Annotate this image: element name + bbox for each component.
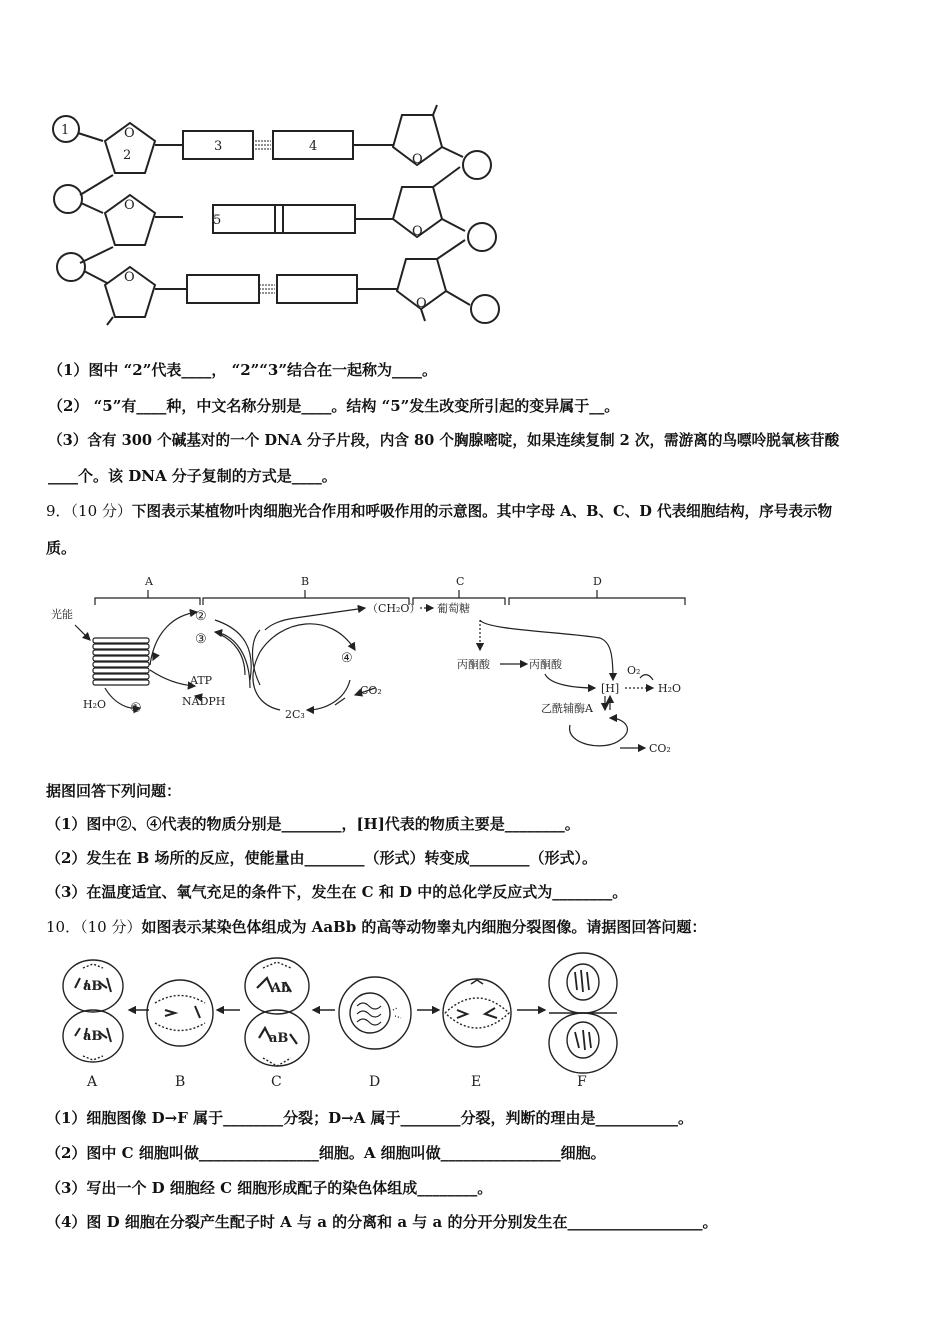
phosphate-circle: [57, 253, 85, 281]
h2o-out-label: H₂O: [658, 682, 682, 695]
label-4: 4: [309, 139, 318, 154]
section-label-a: A: [145, 575, 153, 588]
q8-line-2: （2） “5”有____种，中文名称分别是____。结构 “5”发生改变所引起的变异属于__。: [48, 397, 620, 415]
section-label-d: D: [593, 575, 602, 588]
cell-c: [245, 958, 309, 1066]
sugar-oxygen: O: [416, 296, 427, 311]
cell-label-b: B: [175, 1074, 186, 1090]
substance-2: ②: [195, 609, 207, 624]
glucose-label: 葡萄糖: [437, 602, 470, 615]
cell-label-f: F: [577, 1074, 587, 1090]
q10-line-4: （4）图 D 细胞在分裂产生配子时 A 与 a 的分离和 a 与 a 的分开分别发生在__________________。: [46, 1213, 718, 1231]
q8-line-4: ____个。该 DNA 分子复制的方式是____。: [48, 467, 337, 485]
phosphate-circle: [471, 295, 499, 323]
q8-line-1: （1）图中 “2”代表____， “2”“3”结合在一起称为____。: [48, 361, 437, 379]
cell-label-a: A: [87, 1074, 98, 1090]
q9-prompt: 据图回答下列问题：: [46, 782, 182, 800]
q9-line-1: （1）图中②、④代表的物质分别是________，[H]代表的物质主要是________。: [46, 815, 580, 833]
base-box: [275, 205, 355, 233]
h-label: [H]: [601, 682, 620, 695]
acetyl-coa-label: 乙酰辅酶A: [541, 702, 593, 715]
q9-heading: [46, 501, 832, 522]
base-box: [213, 205, 283, 233]
q9-intro: 下图表示某植物叶肉细胞光合作用和呼吸作用的示意图。其中字母 A、B、C、D 代表细胞结构，序号表示物: [131, 503, 833, 520]
substance-1: ①: [130, 701, 142, 716]
q9-line-2: （2）发生在 B 场所的反应，使能量由________（形式）转变成________（形式）。: [46, 849, 598, 867]
co2-calvin-label: CO₂: [360, 684, 382, 697]
base-box: [187, 275, 259, 303]
o2-label: O₂: [627, 664, 641, 677]
q10-intro: 如图表示某染色体组成为 AaBb 的高等动物睾丸内细胞分裂图像。请据图回答问题：: [141, 918, 707, 936]
co2-out-label: CO₂: [649, 742, 671, 755]
q9-intro-cont: 质。: [46, 539, 77, 557]
sugar-oxygen: O: [124, 198, 135, 213]
q10-number: 10．: [46, 918, 81, 936]
ch2o-label: （CH₂O）: [367, 602, 421, 615]
photosynthesis-respiration-figure: [45, 570, 705, 765]
phosphate-circle: [468, 223, 496, 251]
cell-label-c: C: [271, 1074, 282, 1090]
q10-line-3: （3）写出一个 D 细胞经 C 细胞形成配子的染色体组成________。: [46, 1179, 493, 1197]
cell-a-top-genes: aB: [83, 979, 103, 994]
atp-label: ATP: [190, 674, 213, 687]
q9-points: （10 分）: [70, 502, 132, 520]
label-2: 2: [123, 148, 132, 163]
cell-c-top-genes: Ab: [271, 981, 291, 996]
q10-heading: [46, 917, 706, 937]
q10-line-1: （1）细胞图像 D→F 属于________分裂；D→A 属于________分裂，判断的理由是___________。: [46, 1109, 694, 1127]
light-energy-label: 光能: [51, 608, 73, 621]
phosphate-circle: [463, 151, 491, 179]
label-1: 1: [61, 123, 70, 138]
pyruvate-2-label: 丙酮酸: [529, 658, 562, 671]
q10-points: （10 分）: [80, 918, 142, 936]
section-label-c: C: [456, 575, 465, 588]
q10-line-2: （2）图中 C 细胞叫做________________细胞。A 细胞叫做________________细胞。: [46, 1144, 606, 1162]
cell-division-figure: [45, 948, 645, 1093]
label-3: 3: [214, 139, 223, 154]
label-5: 5: [213, 213, 222, 228]
cell-a-bottom-genes: aB: [83, 1029, 103, 1044]
cell-c-bottom-genes: aB: [269, 1031, 289, 1046]
cell-label-d: D: [369, 1074, 381, 1090]
q9-number: 9．: [46, 502, 71, 520]
sugar-oxygen: O: [124, 270, 135, 285]
pyruvate-1-label: 丙酮酸: [457, 658, 490, 671]
dna-structure-figure: [45, 95, 515, 335]
phosphate-circle: [54, 185, 82, 213]
sugar-oxygen: O: [412, 152, 423, 167]
c3-label: 2C₃: [285, 708, 305, 721]
q9-line-3: （3）在温度适宜、氧气充足的条件下，发生在 C 和 D 中的总化学反应式为________。: [46, 883, 628, 901]
nadph-label: NADPH: [182, 695, 226, 708]
cell-label-e: E: [471, 1074, 482, 1090]
substance-4: ④: [341, 651, 353, 666]
cell-f: [549, 953, 617, 1073]
sugar-oxygen: O: [124, 126, 135, 141]
cell-a: [63, 960, 123, 1062]
h2o-label: H₂O: [83, 698, 107, 711]
substance-3: ③: [195, 632, 207, 647]
base-box: [277, 275, 357, 303]
cell-e: [443, 979, 511, 1047]
cell-b: [147, 980, 213, 1046]
section-label-b: B: [301, 575, 310, 588]
q8-line-3: （3）含有 300 个碱基对的一个 DNA 分子片段，内含 80 个胸腺嘧啶，如果连续复制 2 次，需游离的鸟嘌呤脱氧核苷酸: [48, 432, 840, 449]
sugar-oxygen: O: [412, 224, 423, 239]
cell-d: [339, 977, 411, 1049]
thylakoid-stack: [93, 638, 149, 685]
